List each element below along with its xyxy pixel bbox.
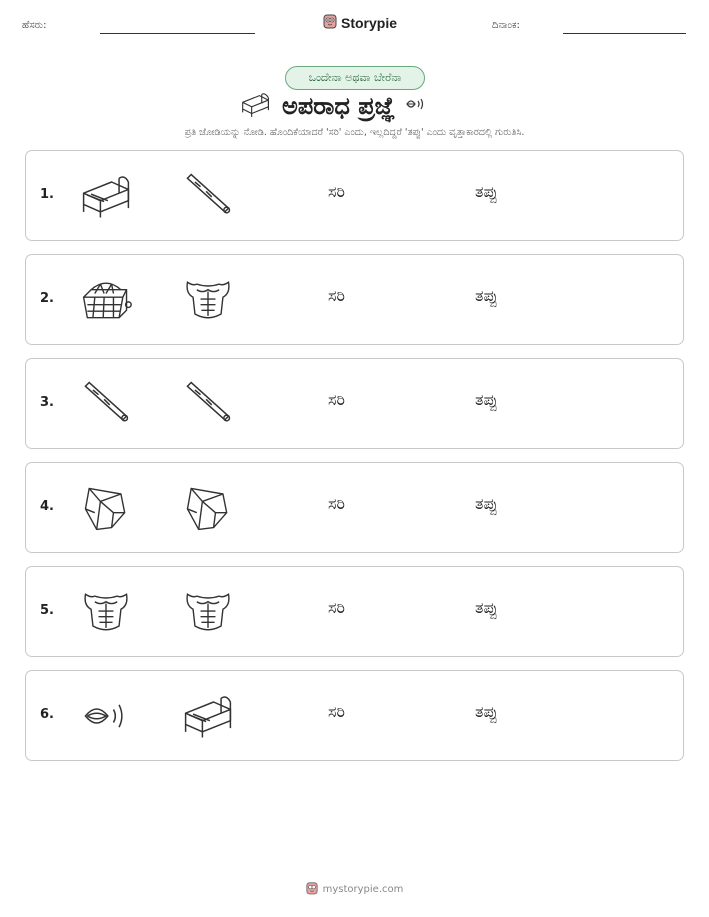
question-row bbox=[25, 358, 684, 449]
date-field-line[interactable] bbox=[563, 33, 686, 34]
footer-site-link[interactable]: mystorypie.com bbox=[322, 884, 404, 895]
row-number: 4. bbox=[40, 499, 54, 514]
name-field-line[interactable] bbox=[100, 33, 255, 34]
question-row bbox=[25, 670, 684, 761]
question-row bbox=[25, 462, 684, 553]
instruction-text: ಪ್ರತಿ ಜೋಡಿಯನ್ನು ನೋಡಿ. ಹೊಂದಿಕೆಯಾದರೆ 'ಸರಿ' ಎಂದು, ಇಲ್ಲದಿದ್ದರೆ 'ತಪ್ಪು' ಎಂದು ವೃತ್ತಾಕಾರದಲ್ಲಿ ಗುರುತಿಸಿ. bbox=[184, 127, 525, 138]
worksheet-type-badge: ಒಂದೇನಾ ಅಥವಾ ಬೇರೆನಾ bbox=[285, 66, 425, 90]
question-row bbox=[25, 566, 684, 657]
name-label: ಹೆಸರು: bbox=[22, 20, 47, 31]
true-option[interactable]: ಸರಿ bbox=[328, 182, 345, 201]
storypie-mascot-icon bbox=[323, 13, 337, 33]
row-number: 3. bbox=[40, 395, 54, 410]
brand-logo bbox=[323, 13, 397, 33]
false-option[interactable]: ತಪ್ಪು bbox=[475, 182, 498, 201]
false-option[interactable]: ತಪ್ಪು bbox=[475, 702, 498, 721]
row-number: 6. bbox=[40, 707, 54, 722]
storypie-mascot-icon bbox=[306, 880, 318, 899]
row-number: 1. bbox=[40, 187, 54, 202]
stick-icon bbox=[180, 171, 236, 221]
speaker-icon[interactable] bbox=[405, 95, 427, 117]
false-option[interactable]: ತಪ್ಪು bbox=[475, 390, 498, 409]
row-number: 5. bbox=[40, 603, 54, 618]
false-option[interactable]: ತಪ್ಪು bbox=[475, 286, 498, 305]
true-option[interactable]: ಸರಿ bbox=[328, 390, 345, 409]
stick-icon bbox=[78, 379, 134, 429]
torso-icon bbox=[180, 587, 236, 637]
bed-icon bbox=[180, 691, 236, 741]
page-title: ಅಪರಾಧ ಪ್ರಜ್ಞೆ bbox=[282, 92, 396, 120]
bed-icon bbox=[78, 171, 134, 221]
mouth-sound-icon bbox=[78, 691, 134, 741]
footer bbox=[0, 880, 709, 899]
title-row bbox=[238, 90, 478, 122]
question-row bbox=[25, 254, 684, 345]
row-number: 2. bbox=[40, 291, 54, 306]
rock-icon bbox=[78, 483, 134, 533]
torso-icon bbox=[180, 275, 236, 325]
torso-icon bbox=[78, 587, 134, 637]
question-row bbox=[25, 150, 684, 241]
true-option[interactable]: ಸರಿ bbox=[328, 598, 345, 617]
true-option[interactable]: ಸರಿ bbox=[328, 702, 345, 721]
false-option[interactable]: ತಪ್ಪು bbox=[475, 598, 498, 617]
date-label: ದಿನಾಂಕ: bbox=[492, 20, 520, 31]
true-option[interactable]: ಸರಿ bbox=[328, 286, 345, 305]
true-option[interactable]: ಸರಿ bbox=[328, 494, 345, 513]
brand-name: Storypie bbox=[341, 15, 398, 31]
bed-icon bbox=[238, 90, 272, 122]
basket-icon bbox=[78, 275, 134, 325]
false-option[interactable]: ತಪ್ಪು bbox=[475, 494, 498, 513]
stick-icon bbox=[180, 379, 236, 429]
rock-icon bbox=[180, 483, 236, 533]
